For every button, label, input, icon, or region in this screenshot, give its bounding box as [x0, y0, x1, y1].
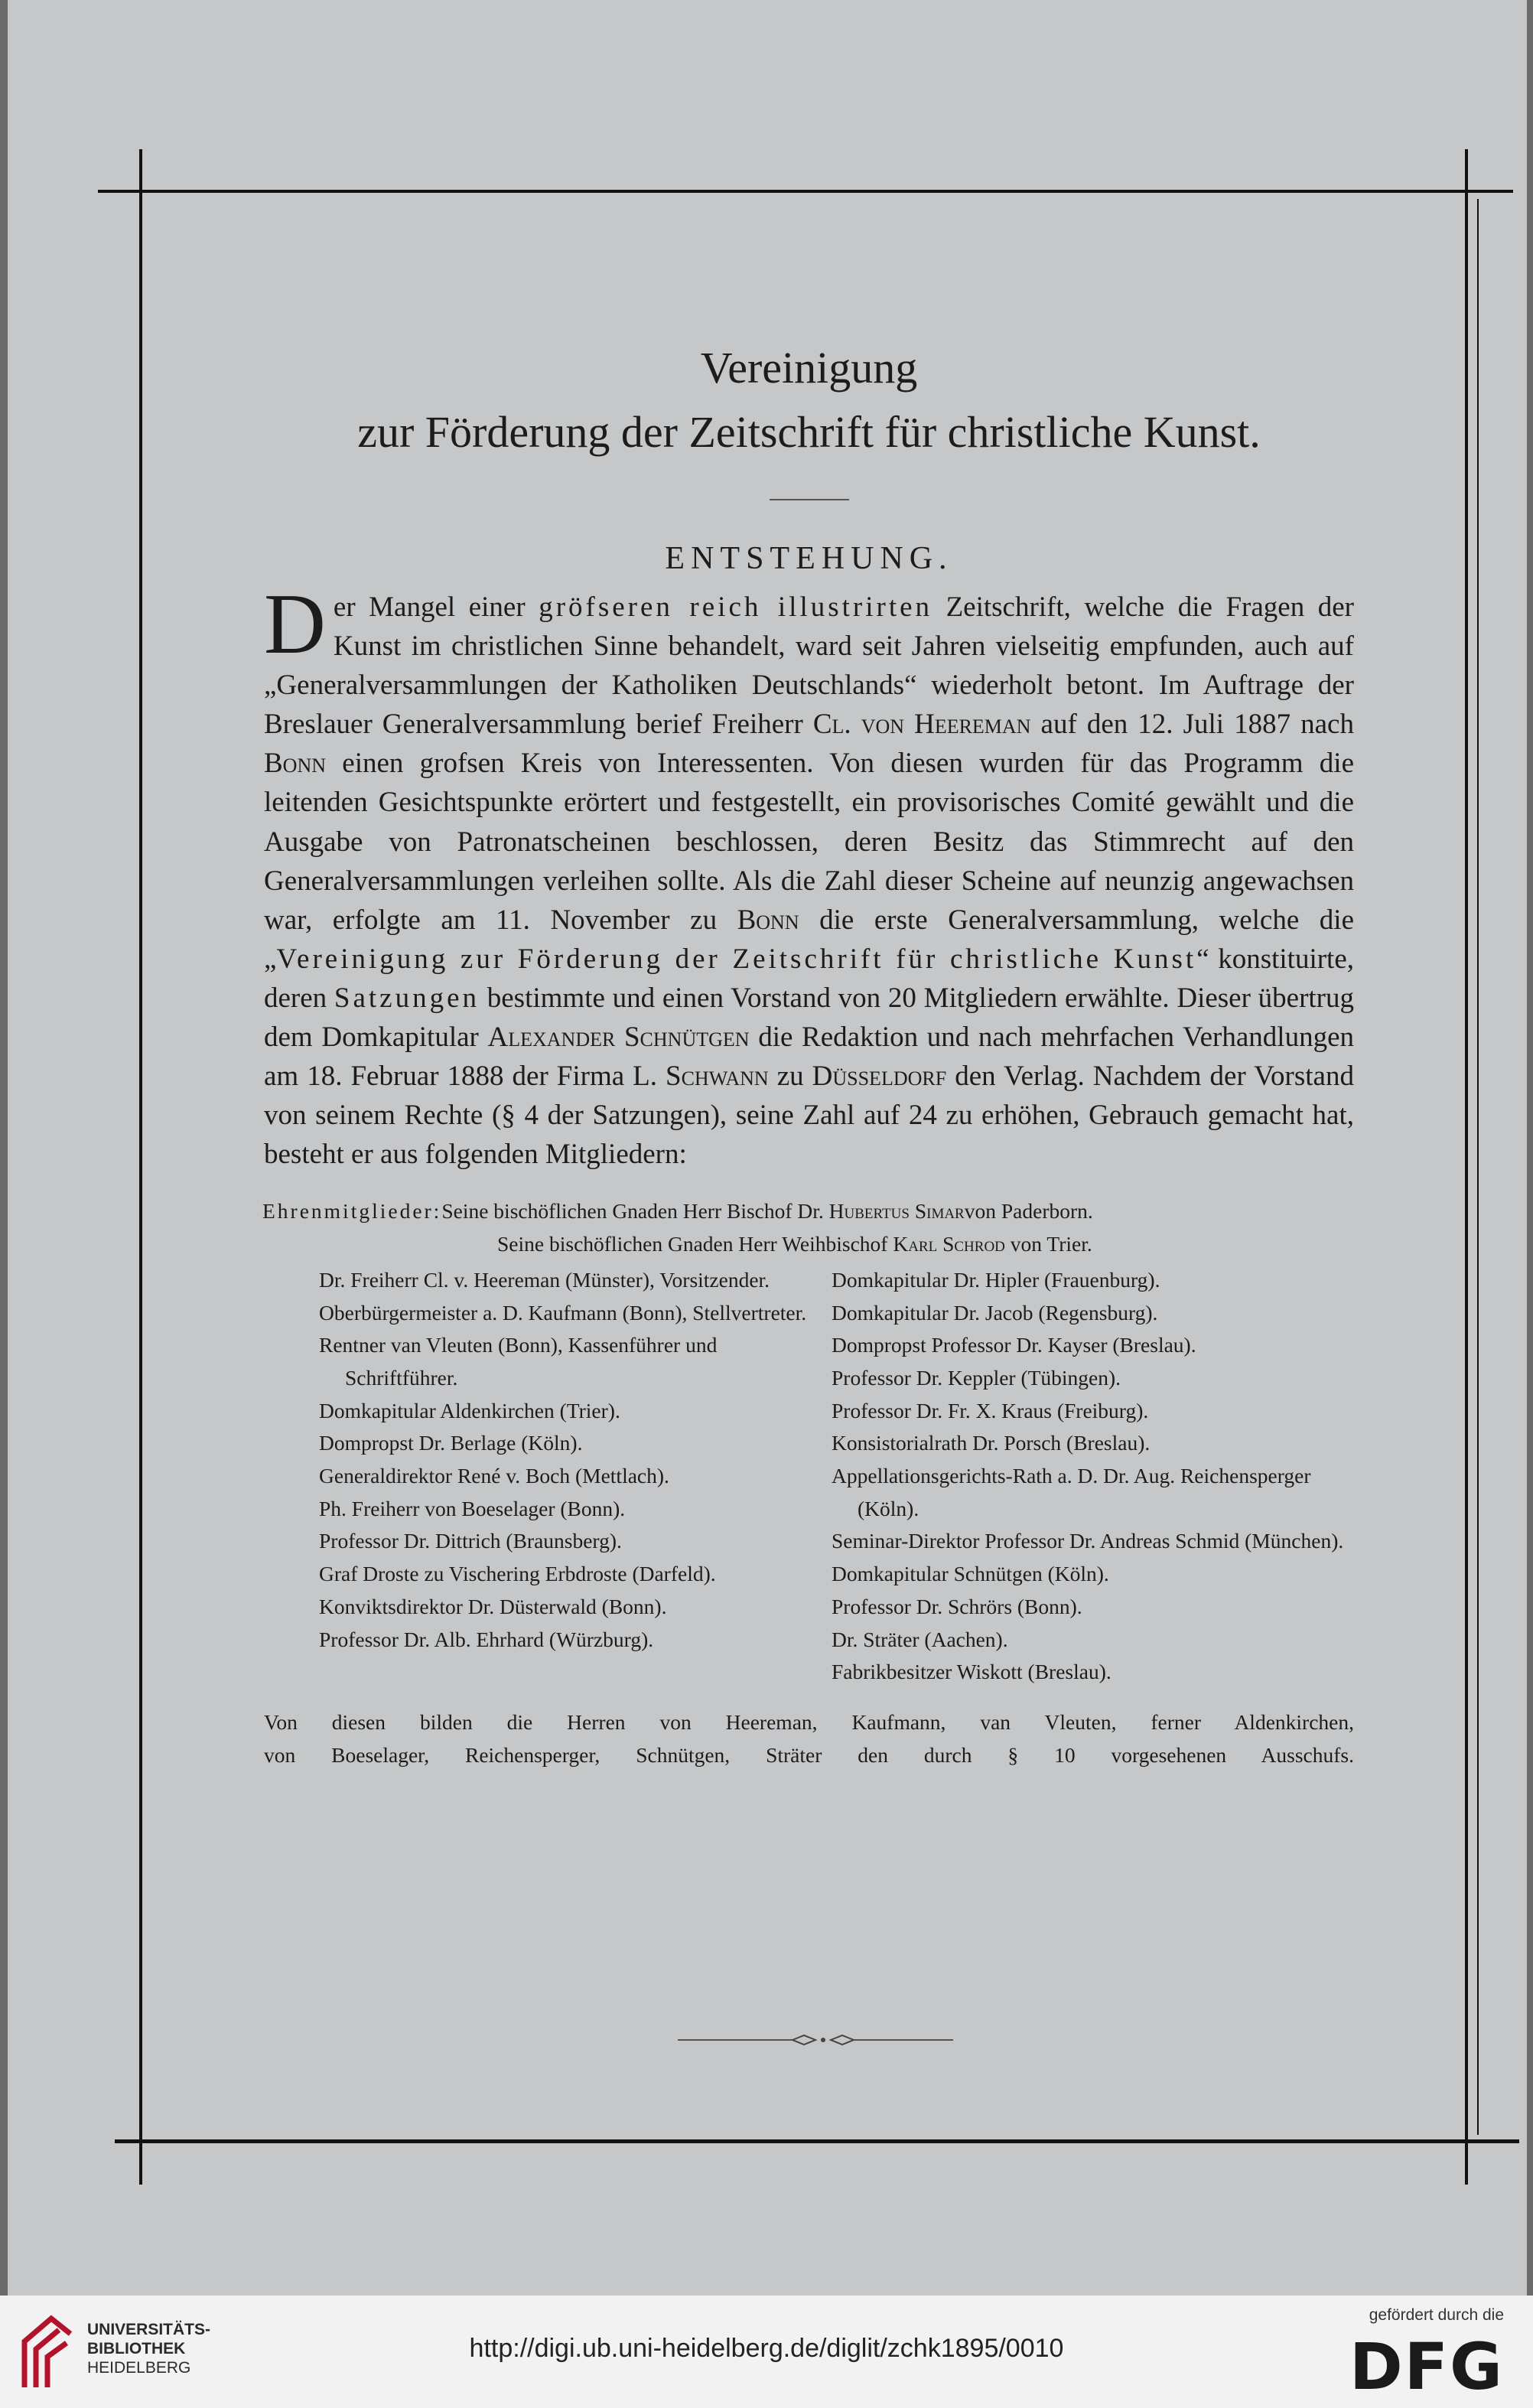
frame-top-rule: [98, 190, 1513, 193]
title-line-2: zur Förderung der Zeitschrift für christliche Kunst.: [357, 407, 1261, 457]
list-item: Seminar-Direktor Professor Dr. Andreas Schmid (München).: [832, 1529, 1344, 1553]
list-item: Konviktsdirektor Dr. Düsterwald (Bonn).: [319, 1594, 667, 1618]
list-item: Professor Dr. Fr. X. Kraus (Freiburg).: [832, 1398, 1149, 1422]
list-item: Rentner van Vleuten (Bonn), Kassenführer und Schriftführer.: [319, 1333, 718, 1390]
funded-by-text: gefördert durch die: [1369, 2306, 1504, 2324]
title-line-1: Vereinigung: [700, 343, 918, 393]
list-item: Professor Dr. Keppler (Tübingen).: [832, 1365, 1121, 1390]
list-item: Appellationsgerichts-Rath a. D. Dr. Aug. Reichensperger (Köln).: [832, 1464, 1311, 1520]
list-item: Professor Dr. Schrörs (Bonn).: [832, 1594, 1082, 1618]
frame-bottom-rule: [115, 2139, 1519, 2143]
title-separator: [770, 499, 849, 500]
list-item: Dompropst Dr. Berlage (Köln).: [319, 1431, 583, 1455]
section-heading: ENTSTEHUNG.: [665, 541, 953, 576]
history-paragraph: Der Mangel einer gröfseren reich illustrirten Zeitschrift, welche die Fragen der Kunst im christlichen Sinne behandelt, ward seit Jahren vielseitig empfunden, auch auf „Generalversammlungen der Katholiken Deutschlands“ wiederholt betont. Im Auftrage der Breslauer Generalversammlung berief Freiherr Cl. von Heereman auf den 12. Juli 1887 nach Bonn einen grofsen Kreis von Interessenten. Von diesen wurden für das Programm die leitenden Gesichtspunkte erörtert und festgestellt, ein provisorisches Comité gewählt und die Ausgabe von Patronatscheinen beschlossen, deren Besitz das Stimmrecht auf den Generalversammlungen verleihen sollte. Als die Zahl dieser Scheine auf neunzig angewachsen war, erfolgte am 11. November zu Bonn die erste Generalversammlung, welche die „Vereinigung zur Förderung der Zeitschrift für christliche Kunst“ konstituirte, deren Satzungen bestimmte und einen Vorstand von 20 Mitgliedern erwählte. Dieser übertrug dem Domkapitular Alexander Schnütgen die Redaktion und nach mehrfachen Verhandlungen am 18. Februar 1888 der Firma L. Schwann zu Düsseldorf den Verlag. Nachdem der Vorstand von seinem Rechte (§ 4 der Satzungen), seine Zahl auf 24 zu erhöhen, Gebrauch gemacht hat, besteht er aus folgenden Mitgliedern:: [264, 577, 1355, 1171]
frame-right-rule-inner: [1477, 199, 1479, 2135]
member-column-left: [264, 1264, 824, 1689]
member-columns: [264, 1264, 1354, 1689]
list-item: Ph. Freiherr von Boeselager (Bonn).: [319, 1496, 626, 1520]
viewer-footer-bar: [0, 2296, 1533, 2408]
list-item: Dr. Freiherr Cl. v. Heereman (Münster), Vorsitzender.: [319, 1267, 770, 1292]
honorary-label: Ehrenmitglieder:: [262, 1199, 442, 1224]
association-name: Vereinigung zur Förderung der Zeitschrift für christliche Kunst: [276, 943, 1197, 975]
end-ornament: [678, 2032, 953, 2048]
frame-left-rule: [139, 149, 142, 2185]
list-item: Dr. Sträter (Aachen).: [832, 1627, 1008, 1651]
list-item: Professor Dr. Dittrich (Braunsberg).: [319, 1529, 622, 1553]
library-name: UNIVERSITÄTS- BIBLIOTHEK HEIDELBERG: [87, 2321, 211, 2377]
list-item: Dompropst Professor Dr. Kayser (Breslau).: [832, 1333, 1196, 1357]
dfg-logo: DFG: [1349, 2329, 1504, 2404]
list-item: Graf Droste zu Vischering Erbdroste (Darfeld).: [319, 1562, 716, 1586]
list-item: Domkapitular Schnütgen (Köln).: [832, 1562, 1109, 1586]
list-item: Domkapitular Dr. Hipler (Frauenburg).: [832, 1267, 1160, 1292]
drop-cap: D: [264, 577, 326, 672]
list-item: Generaldirektor René v. Boch (Mettlach).: [319, 1464, 669, 1488]
frame-right-rule: [1465, 149, 1468, 2185]
committee-note-line-2: von Boeselager, Reichensperger, Schnütgen, Sträter den durch § 10 vorgesehenen Ausschufs.: [264, 1742, 1354, 1767]
honorary-line-1: Ehrenmitglieder: Seine bischöflichen Gnaden Herr Bischof Dr. Hubertus Simar von Paderborn.: [262, 1195, 1354, 1228]
list-item: Professor Dr. Alb. Ehrhard (Würzburg).: [319, 1627, 654, 1651]
member-column-right: [824, 1264, 1354, 1689]
members-section: [264, 1195, 1354, 1771]
page-url[interactable]: http://digi.ub.uni-heidelberg.de/diglit/zchk1895/0010: [469, 2334, 1064, 2363]
list-item: Domkapitular Aldenkirchen (Trier).: [319, 1398, 620, 1422]
list-item: Konsistorialrath Dr. Porsch (Breslau).: [832, 1431, 1151, 1455]
list-item: Domkapitular Dr. Jacob (Regensburg).: [832, 1300, 1158, 1325]
list-item: Fabrikbesitzer Wiskott (Breslau).: [832, 1660, 1112, 1684]
name-heereman: Cl. von Heereman: [812, 709, 1031, 741]
honorary-line-2: Seine bischöflichen Gnaden Herr Weihbischof Karl Schrod von Trier.: [497, 1232, 1092, 1256]
committee-note-line-1: Von diesen bilden die Herren von Heereman, Kaufmann, van Vleuten, ferner Aldenkirchen,: [264, 1709, 1354, 1734]
page-content: [264, 337, 1354, 1771]
list-item: Oberbürgermeister a. D. Kaufmann (Bonn), Stellvertreter.: [319, 1300, 807, 1325]
